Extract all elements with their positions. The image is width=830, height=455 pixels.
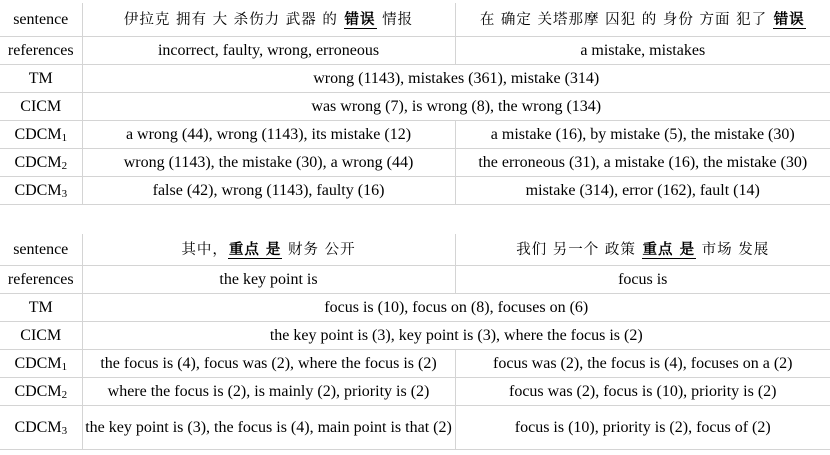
row-label-cdcm2: [0, 378, 82, 406]
cdcm1-cell-1: the focus is (4), focus was (2), where the focus is (2): [82, 350, 455, 378]
cdcm1-row: [0, 121, 830, 149]
label-subscript: 3: [61, 424, 68, 437]
comparison-table-2: [0, 234, 830, 450]
cicm-cell: was wrong (7), is wrong (8), the wrong (134): [82, 93, 830, 121]
label-subscript: 3: [61, 187, 68, 200]
cicm-cell: the key point is (3), key point is (3), where the focus is (2): [82, 322, 830, 350]
row-label-sentence: sentence: [0, 3, 82, 37]
highlighted-phrase: 重点 是: [642, 241, 696, 258]
highlighted-phrase: 错误: [344, 11, 376, 28]
label-text: CDCM: [14, 382, 62, 400]
cdcm2-row: [0, 378, 830, 406]
row-label-cdcm1: [0, 121, 82, 149]
row-label-sentence: sentence: [0, 234, 82, 266]
reference-cell-2: a mistake, mistakes: [455, 37, 830, 65]
row-label-cicm: CICM: [0, 93, 82, 121]
source-sentence-2: [455, 234, 830, 266]
sentence-text-post: 财务 公开: [282, 241, 356, 258]
comparison-table-1: [0, 3, 830, 205]
row-label-tm: TM: [0, 294, 82, 322]
source-sentence-1: [82, 3, 455, 37]
label-subscript: 1: [61, 131, 68, 144]
sentence-text-pre: 伊拉克 拥有 大 杀伤力 武器 的: [123, 11, 344, 28]
label-text: CDCM: [14, 354, 62, 372]
label-subscript: 1: [61, 360, 68, 373]
reference-cell-1: the key point is: [82, 266, 455, 294]
cdcm1-row: [0, 350, 830, 378]
cdcm2-cell-2: focus was (2), focus is (10), priority is (2): [455, 378, 830, 406]
sentence-text-pre: 在 确定 关塔那摩 囚犯 的 身份 方面 犯了: [479, 11, 773, 28]
sentence-text-post: 市场 发展: [696, 241, 770, 258]
highlighted-phrase: 错误: [773, 11, 805, 28]
cdcm1-cell-2: a mistake (16), by mistake (5), the mistake (30): [455, 121, 830, 149]
label-text: CDCM: [14, 125, 62, 143]
row-label-tm: TM: [0, 65, 82, 93]
cicm-row: [0, 322, 830, 350]
cdcm2-cell-2: the erroneous (31), a mistake (16), the mistake (30): [455, 149, 830, 177]
tm-row: [0, 65, 830, 93]
source-sentence-2: [455, 3, 830, 37]
reference-cell-2: focus is: [455, 266, 830, 294]
row-label-cdcm1: [0, 350, 82, 378]
tm-cell: focus is (10), focus on (8), focuses on (6): [82, 294, 830, 322]
cdcm3-cell-1: false (42), wrong (1143), faulty (16): [82, 177, 455, 205]
sentence-text-pre: 其中，: [181, 241, 228, 258]
sentence-text-post: 情报: [376, 11, 414, 28]
sentence-row: [0, 3, 830, 37]
highlighted-phrase: 重点 是: [228, 241, 282, 258]
cdcm2-cell-1: wrong (1143), the mistake (30), a wrong (44): [82, 149, 455, 177]
reference-cell-1: incorrect, faulty, wrong, erroneous: [82, 37, 455, 65]
cdcm2-row: [0, 149, 830, 177]
cdcm1-cell-1: a wrong (44), wrong (1143), its mistake (12): [82, 121, 455, 149]
tm-row: [0, 294, 830, 322]
references-row: [0, 266, 830, 294]
label-text: CDCM: [14, 153, 62, 171]
cdcm3-cell-1: the key point is (3), the focus is (4), main point is that (2): [82, 406, 455, 450]
cdcm3-cell-2: focus is (10), priority is (2), focus of (2): [455, 406, 830, 450]
row-label-references: references: [0, 266, 82, 294]
row-label-cdcm3: [0, 406, 82, 450]
cdcm3-cell-2: mistake (314), error (162), fault (14): [455, 177, 830, 205]
cdcm2-cell-1: where the focus is (2), is mainly (2), priority is (2): [82, 378, 455, 406]
label-text: CDCM: [14, 418, 62, 436]
row-label-references: references: [0, 37, 82, 65]
tm-cell: wrong (1143), mistakes (361), mistake (314): [82, 65, 830, 93]
row-label-cdcm3: [0, 177, 82, 205]
sentence-row: [0, 234, 830, 266]
cicm-row: [0, 93, 830, 121]
sentence-text-pre: 我们 另一个 政策: [516, 241, 642, 258]
row-label-cdcm2: [0, 149, 82, 177]
cdcm3-row: [0, 177, 830, 205]
cdcm1-cell-2: focus was (2), the focus is (4), focuses on a (2): [455, 350, 830, 378]
cdcm3-row: [0, 406, 830, 450]
label-text: CDCM: [14, 181, 62, 199]
source-sentence-1: [82, 234, 455, 266]
label-subscript: 2: [61, 388, 68, 401]
references-row: [0, 37, 830, 65]
label-subscript: 2: [61, 159, 68, 172]
row-label-cicm: CICM: [0, 322, 82, 350]
